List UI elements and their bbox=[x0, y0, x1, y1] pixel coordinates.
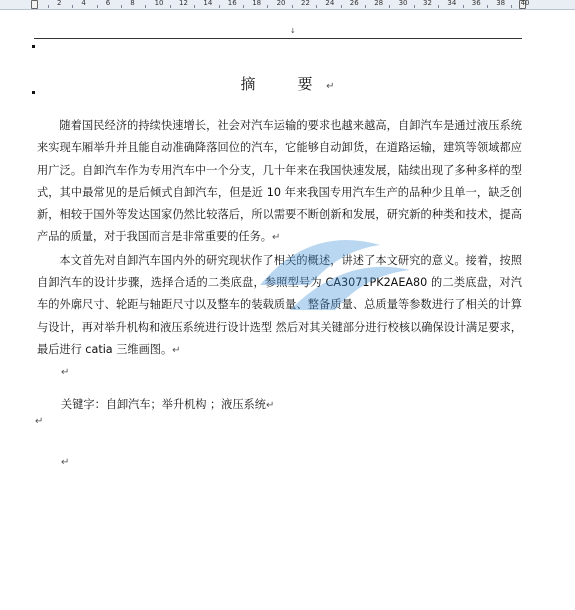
ruler-label: 14 bbox=[203, 0, 213, 7]
ruler-tick bbox=[219, 5, 220, 8]
ruler-label: 30 bbox=[398, 0, 408, 7]
ruler-tick bbox=[72, 5, 73, 8]
ruler-label: 6 bbox=[105, 0, 111, 7]
ruler-label: 28 bbox=[374, 0, 384, 7]
ruler-tick bbox=[194, 5, 195, 8]
ruler-label: 26 bbox=[349, 0, 359, 7]
ruler-label: 16 bbox=[227, 0, 237, 7]
ruler-tick bbox=[414, 5, 415, 8]
ruler-tick bbox=[170, 5, 171, 8]
ruler-tick bbox=[97, 5, 98, 8]
header-paragraph-mark: ↓ bbox=[290, 27, 296, 35]
title-text: 摘 要 bbox=[240, 75, 327, 93]
empty-paragraph-mark: ↵ bbox=[61, 457, 70, 468]
ruler-tick bbox=[48, 5, 49, 8]
keywords-text: 关键字：自卸汽车；举升机构 ；液压系统 bbox=[61, 398, 266, 411]
ruler-label: 4 bbox=[81, 0, 86, 7]
margin-marker bbox=[32, 45, 35, 48]
ruler-tick bbox=[487, 5, 488, 8]
ruler-label: 34 bbox=[447, 0, 457, 7]
document-page[interactable] bbox=[0, 10, 575, 610]
paragraph-mark: ↵ bbox=[326, 81, 335, 92]
ruler-label: 36 bbox=[471, 0, 481, 7]
ruler-label: 10 bbox=[154, 0, 164, 7]
ruler-tick bbox=[341, 5, 342, 8]
ruler-tick bbox=[267, 5, 268, 8]
ruler-tick bbox=[438, 5, 439, 8]
ruler-label: 18 bbox=[252, 0, 262, 7]
header-rule bbox=[34, 38, 522, 39]
horizontal-ruler[interactable] bbox=[0, 0, 575, 10]
paragraph-2: 本文首先对自卸汽车国内外的研究现状作了相关的概述，讲述了本文研究的意义。接着，按照自卸汽车的设计步骤，选择合适的二类底盘，参照型号为 CA3071PK2AEA80 的二类底盘，对汽车的外廓尺寸、轮距与轴距尺寸以及整车的装载质量、整备质量、总质量等参数进行了相关的计算与设计，再对举升机构和液压系统进行设计选型 然后对其关键部分进行校核以确保设计满足要求，最后进行 catia 三维画图。↵ bbox=[37, 253, 522, 356]
ruler-tick bbox=[463, 5, 464, 8]
ruler-label: 32 bbox=[423, 0, 432, 7]
ruler-tick bbox=[121, 5, 122, 8]
ruler-tick bbox=[243, 5, 244, 8]
left-indent-marker[interactable] bbox=[31, 0, 38, 9]
paragraph-mark: ↵ bbox=[271, 232, 281, 244]
ruler-tick bbox=[365, 5, 366, 8]
paragraph-mark: ↵ bbox=[265, 400, 275, 411]
paragraph-1: 随着国民经济的持续快速增长，社会对汽车运输的要求也越来越高，自卸汽车是通过液压系统来实现车厢举升并且能自动准确降落回位的汽车，它能够自动卸货，在道路运输，建筑等领域都应用广泛。自卸汽车作为专用汽车中一个分支，几十年来在我国快速发展，陆续出现了多种多样的型式，其中最常见的是后倾式自卸汽车，但是近 10 年来我国专用汽车生产的品种少且单一，缺乏创新，相较于国外等发达国家仍然比较落后，所以需要不断创新和发展，研究新的种类和技术，提高产品的质量，对于我国而言是非常重要的任务。↵ bbox=[37, 119, 522, 244]
ruler-label: 20 bbox=[276, 0, 286, 7]
paragraph-mark: ↵ bbox=[172, 344, 181, 356]
keywords-line bbox=[61, 395, 274, 416]
ruler-label: 12 bbox=[179, 0, 188, 7]
ruler-label: 2 bbox=[57, 0, 62, 7]
ruler-label: 40 bbox=[520, 0, 530, 7]
ruler-tick bbox=[145, 5, 146, 8]
ruler-label: 38 bbox=[496, 0, 506, 7]
empty-paragraph-mark: ↵ bbox=[35, 416, 44, 427]
ruler-tick bbox=[389, 5, 390, 8]
ruler-tick bbox=[511, 5, 512, 8]
page-title bbox=[0, 73, 575, 94]
ruler-label: 8 bbox=[130, 0, 135, 7]
ruler-label: 22 bbox=[301, 0, 310, 7]
empty-paragraph-mark: ↵ bbox=[61, 367, 70, 378]
ruler-tick bbox=[316, 5, 317, 8]
ruler-tick bbox=[292, 5, 293, 8]
abstract-body bbox=[37, 115, 522, 362]
ruler-label: 24 bbox=[325, 0, 335, 7]
